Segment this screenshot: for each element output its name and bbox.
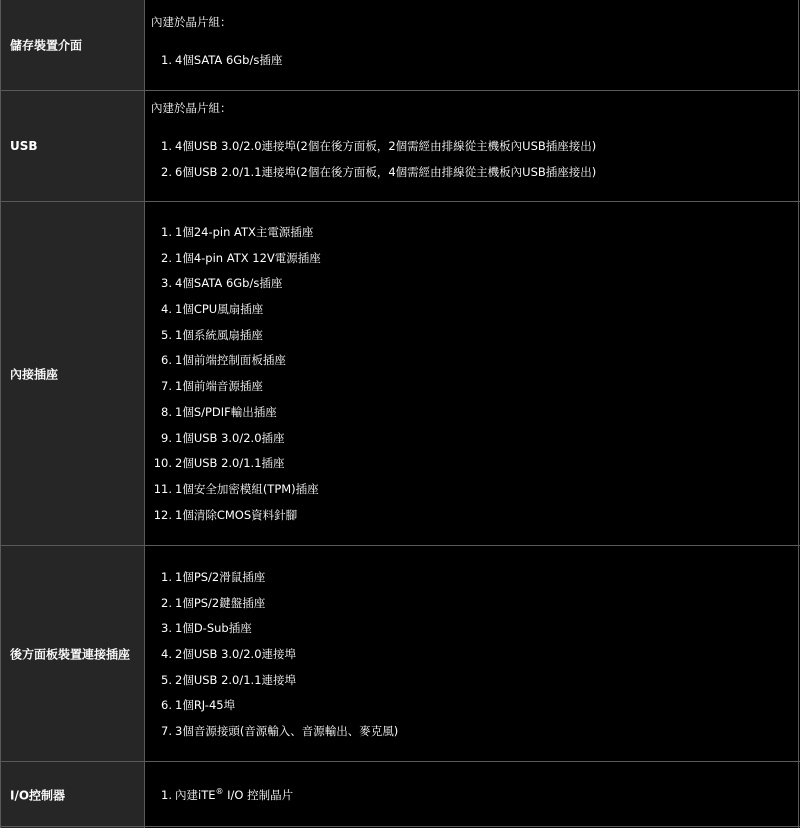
item-text: I/O 控制晶片	[223, 788, 294, 802]
spec-row-io-controller	[0, 762, 800, 828]
item-text: 1個4-pin ATX 12V電源插座	[175, 251, 321, 265]
list-item: 4. 1個CPU風扇插座	[161, 302, 264, 316]
item-text: 1個S/PDIF輸出插座	[175, 405, 277, 419]
list-item: 9. 1個USB 3.0/2.0插座	[161, 431, 285, 445]
label-text: 後方面板裝置連接插座	[10, 647, 131, 661]
item-text: 內建iTE	[175, 788, 216, 802]
row-label	[0, 0, 145, 90]
list-item: 8. 1個S/PDIF輸出插座	[161, 405, 277, 419]
list-item: 10. 2個USB 2.0/1.1插座	[153, 456, 285, 470]
label-text: 儲存裝置介面	[10, 38, 83, 53]
label-text: USB	[10, 139, 38, 153]
list-item: 7. 1個前端音源插座	[161, 379, 263, 393]
item-text: 4個SATA 6Gb/s插座	[175, 276, 283, 290]
spec-row-usb	[0, 91, 800, 201]
spec-row-back-panel	[0, 546, 800, 761]
item-text: 4個USB 3.0/2.0連接埠(2個在後方面板，2個需經由排線從主機板內USB插座接出)	[175, 139, 597, 153]
list-item: 5. 1個系統風扇插座	[161, 328, 263, 342]
item-text: 1個安全加密模組(TPM)插座	[175, 482, 319, 496]
item-text: 6個USB 2.0/1.1連接埠(2個在後方面板，4個需經由排線從主機板內USB插座接出)	[175, 165, 597, 179]
item-text: 1個清除CMOS資料針腳	[175, 508, 298, 522]
row-label	[0, 91, 145, 201]
item-text: 2個USB 2.0/1.1連接埠	[175, 673, 297, 687]
item-text: 1個PS/2滑鼠插座	[175, 570, 266, 584]
list-item: 1. 1個PS/2滑鼠插座	[161, 570, 266, 584]
row-label	[0, 546, 145, 761]
list-item: 1. 1個24-pin ATX主電源插座	[161, 225, 314, 239]
list-item: 2. 6個USB 2.0/1.1連接埠(2個在後方面板，4個需經由排線從主機板內USB插座接出)	[161, 165, 597, 179]
item-text: 1個USB 3.0/2.0插座	[175, 431, 285, 445]
list-item: 6. 1個前端控制面板插座	[161, 353, 286, 367]
row-content	[145, 91, 799, 201]
item-text: 1個D-Sub插座	[175, 621, 252, 635]
list-item: 5. 2個USB 2.0/1.1連接埠	[161, 673, 297, 687]
item-text: 1個前端音源插座	[175, 379, 263, 393]
item-text: 1個RJ-45埠	[175, 698, 236, 712]
list-item: 7. 3個音源接頭(音源輸入、音源輸出、麥克風)	[161, 724, 399, 738]
list-item: 11. 1個安全加密模組(TPM)插座	[153, 482, 319, 496]
intro-text: 內建於晶片組：	[151, 15, 232, 29]
item-text: 2個USB 3.0/2.0連接埠	[175, 647, 297, 661]
row-content	[145, 202, 799, 545]
spec-row-internal-connectors	[0, 202, 800, 545]
list-item: 4. 2個USB 3.0/2.0連接埠	[161, 647, 297, 661]
registered-mark: ®	[215, 787, 224, 797]
divider	[0, 826, 800, 827]
list-item: 1. 內建iTE® I/O 控制晶片	[161, 787, 294, 802]
spec-row-storage	[0, 0, 800, 90]
row-label	[0, 762, 145, 828]
row-label	[0, 202, 145, 545]
item-text: 3個音源接頭(音源輸入、音源輸出、麥克風)	[175, 724, 399, 738]
label-text: I/O控制器	[10, 788, 66, 803]
label-text: 內接插座	[10, 367, 59, 381]
list-item: 6. 1個RJ-45埠	[161, 698, 236, 712]
list-item: 12. 1個清除CMOS資料針腳	[153, 508, 298, 522]
list-item: 1. 4個USB 3.0/2.0連接埠(2個在後方面板，2個需經由排線從主機板內USB插座接出)	[161, 139, 597, 153]
list-item: 3. 1個D-Sub插座	[161, 621, 252, 635]
intro-text: 內建於晶片組：	[151, 101, 232, 115]
item-text: 1個PS/2鍵盤插座	[175, 596, 266, 610]
item-text: 4個SATA 6Gb/s插座	[175, 53, 283, 67]
list-item: 3. 4個SATA 6Gb/s插座	[161, 276, 283, 290]
item-text: 1個系統風扇插座	[175, 328, 263, 342]
list-item: 2. 1個4-pin ATX 12V電源插座	[161, 251, 321, 265]
row-content	[145, 546, 799, 761]
item-text: 1個24-pin ATX主電源插座	[175, 225, 314, 239]
item-text: 2個USB 2.0/1.1插座	[175, 456, 285, 470]
item-text: 1個前端控制面板插座	[175, 353, 286, 367]
item-text: 1個CPU風扇插座	[175, 302, 264, 316]
row-content	[145, 0, 799, 90]
row-content	[145, 762, 799, 828]
list-item: 1. 4個SATA 6Gb/s插座	[161, 53, 283, 67]
list-item: 2. 1個PS/2鍵盤插座	[161, 596, 266, 610]
